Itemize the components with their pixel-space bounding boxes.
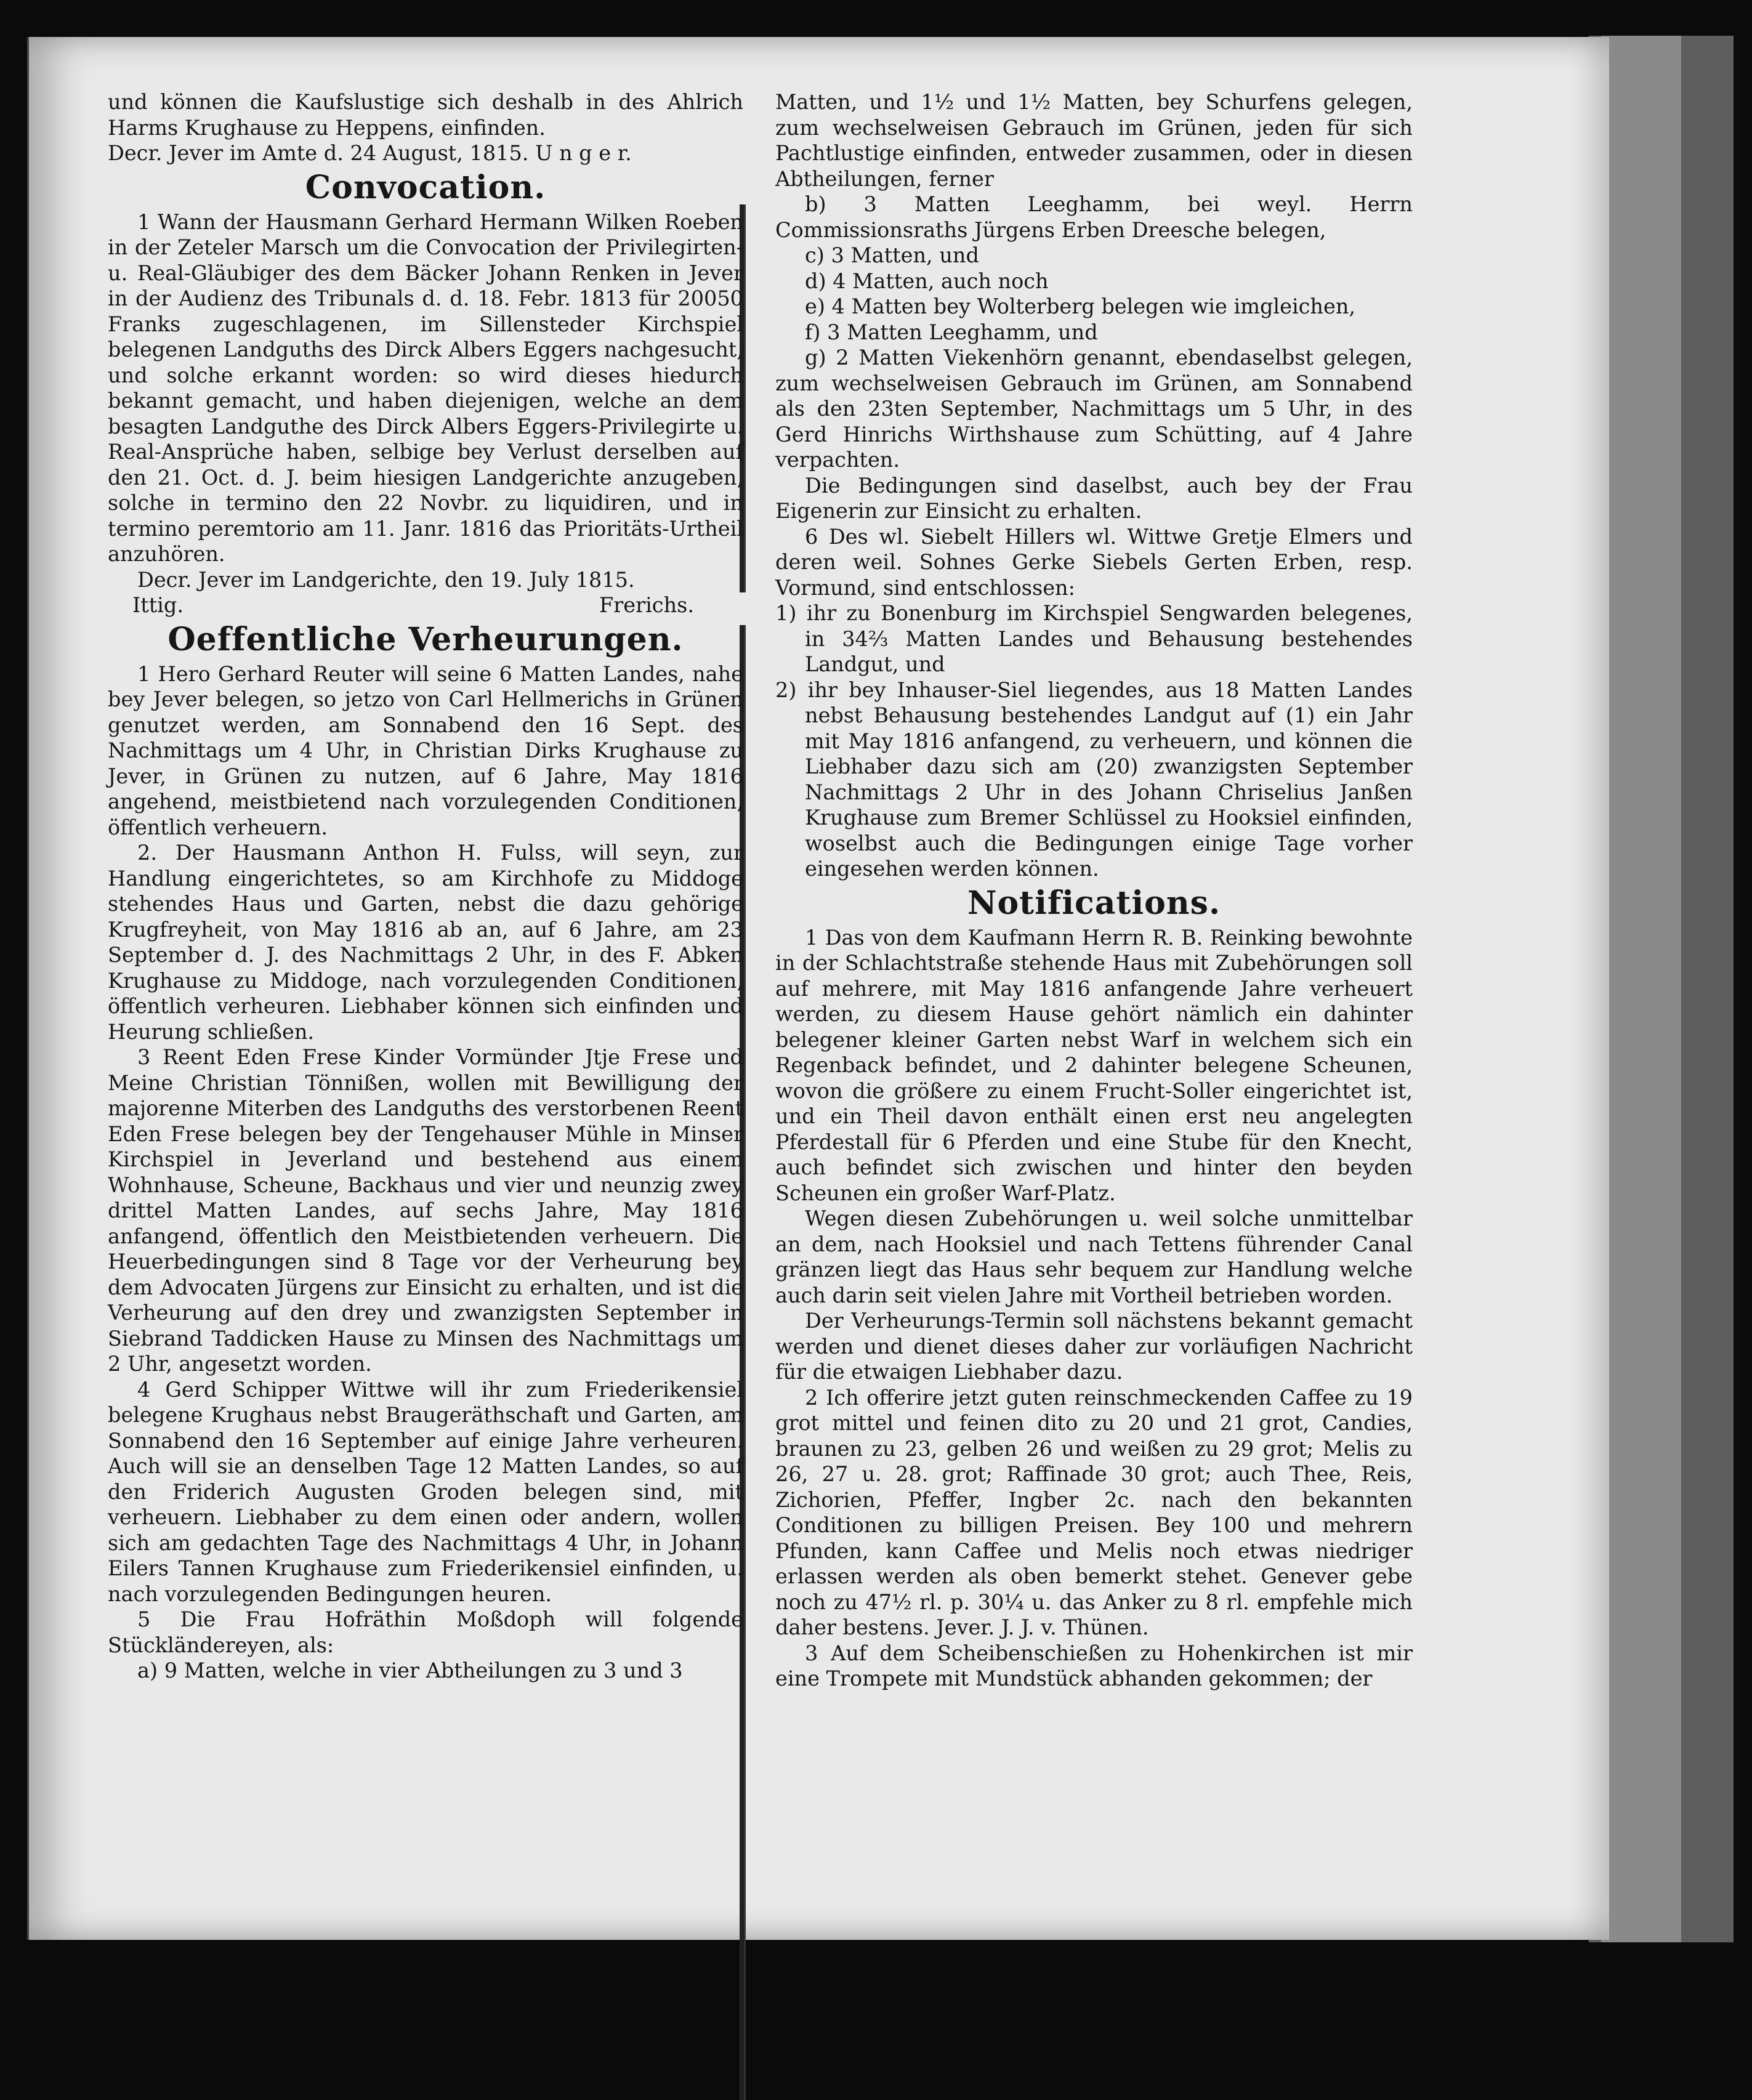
notice-item: 2. Der Hausmann Anthon H. Fulss, will seyn, zur Handlung eingerichtetes, so am Kirchhofe zu Middoge stehendes Haus und Garten, nebst die dazu gehörige Krugfreyheit, von May 1816 ab an, auf 6 Jahre, am 23 September d. J. des Nachmittags 2 Uhr, in des F. Abken Krughause zu Middoge, nach vorzulegenden Conditionen, öffentlich verheuren. Liebhaber können sich einfinden und Heurung schließen. xyxy=(108,841,743,1044)
heading-notifications: Notifications. xyxy=(967,884,1221,922)
notice-subitem: b) 3 Matten Leeghamm, bei weyl. Herrn Commissionsraths Jürgens Erben Dreesche belegen, xyxy=(775,192,1413,242)
page-stack-edge xyxy=(1601,36,1681,1942)
notice-item: 2 Ich offerire jetzt guten reinschmeckenden Caffee zu 19 grot mittel und feinen dito zu 20 und 21 grot, Candies, braunen zu 23, gelben 26 und weißen zu 29 grot; Melis zu 26, 27 u. 28. grot; Raffinade 30 grot; auch Thee, Reis, Zichorien, Pfeffer, Ingber 2c. nach den bekannten Conditionen zu billigen Preisen. Bey 100 und mehrern Pfunden, kann Caffee und Melis noch etwas niedriger erlassen werden als oben bemerkt stehet. Genever gebe noch zu 47½ rl. p. 30¼ u. das Anker zu 8 rl. empfehle mich daher bestens. Jever. J. J. v. Thünen. xyxy=(775,1385,1413,1639)
signatures xyxy=(108,592,743,618)
notice-item: 4 Gerd Schipper Wittwe will ihr zum Friederikensiel belegene Krughaus nebst Braugeräthschaft und Garten, am Sonnabend den 16 September auf einige Jahre verheuren. Auch will sie an denselben Tage 12 Matten Landes, so auf den Friderich Augusten Groden belegen sind, mit verheuern. Liebhaber zu dem einen oder andern, wollen sich am gedachten Tage des Nachmittags 4 Uhr, in Johann Eilers Tannen Krughause zum Friederikensiel einfinden, u. nach vorzulegenden Bedingungen heuren. xyxy=(108,1377,743,1606)
notice-subitem: c) 3 Matten, und xyxy=(805,243,979,267)
convocation-decree: Decr. Jever im Landgerichte, den 19. July 1815. xyxy=(137,567,635,592)
left-column xyxy=(108,89,743,1684)
notice-subitem: a) 9 Matten, welche in vier Abtheilungen zu 3 und 3 xyxy=(137,1658,683,1682)
notice-item: 1 Das von dem Kaufmann Herrn R. B. Reinking bewohnte in der Schlachtstraße stehende Haus mit Zubehörungen soll auf mehrere, mit May 1816 anfangende Jahre verheuert werden, zu diesem Hause gehört nämlich ein dahinter belegener kleiner Garten nebst Warf in welchem sich ein Regenback befindet, und 2 dahinter belegene Scheunen, wovon die größere zu einem Frucht-Soller eingerichtet ist, und ein Theil davon enthält einen erst neu angelegten Pferdestall für 6 Pferden und eine Stube für den Knecht, auch befindet sich zwischen und hinter den beyden Scheunen ein großer Warf-Platz. xyxy=(775,925,1413,1205)
right-column xyxy=(775,89,1413,1692)
continuation-text: Matten, und 1½ und 1½ Matten, bey Schurfens gelegen, zum wechselweisen Gebrauch im Grünen, jeden für sich Pachtlustige einfinden, entweder zusammen, oder in diesen Abtheilungen, ferner xyxy=(775,90,1413,191)
notice-item: Wegen diesen Zubehörungen u. weil solche unmittelbar an dem, nach Hooksiel und nach Tettens führender Canal gränzen liegt das Haus sehr bequem zur Handlung welche auch darin seit vielen Jahre mit Vortheil betrieben worden. xyxy=(775,1206,1413,1307)
notice-item: 3 Auf dem Scheibenschießen zu Hohenkirchen ist mir eine Trompete mit Mundstück abhanden gekommen; der xyxy=(775,1641,1413,1690)
decree-line: Decr. Jever im Amte d. 24 August, 1815. U n g e r. xyxy=(108,141,632,165)
notice-item: Der Verheurungs-Termin soll nächstens bekannt gemacht werden und dienet dieses daher zur vorläufigen Nachricht für die etwaigen Liebhaber dazu. xyxy=(775,1309,1413,1384)
notice-subitem: d) 4 Matten, auch noch xyxy=(805,269,1049,293)
signature-right: Frerichs. xyxy=(599,593,694,617)
newspaper-page xyxy=(27,37,1609,1940)
heading-verheurungen: Oeffentliche Verheurungen. xyxy=(168,620,684,658)
notice-subitem: 1) ihr zu Bonenburg im Kirchspiel Sengwarden belegenes, in 34⅔ Matten Landes und Behausung bestehendes Landgut, und xyxy=(775,601,1413,676)
continuation-text: und können die Kaufslustige sich deshalb in des Ahlrich Harms Krughause zu Heppens, einfinden. xyxy=(108,90,743,140)
signature-left: Ittig. xyxy=(132,593,184,617)
notice-subitem: g) 2 Matten Viekenhörn genannt, ebendaselbst gelegen, zum wechselweisen Gebrauch im Grünen, am Sonnabend als den 23ten September, Nachmittags um 5 Uhr, in des Gerd Hinrichs Wirthshause zum Schütting, auf 4 Jahre verpachten. xyxy=(775,345,1413,472)
notice-subitem: 2) ihr bey Inhauser-Siel liegendes, aus 18 Matten Landes nebst Behausung bestehendes Landgut auf (1) ein Jahr mit May 1816 anfangend, zu verheuern, und können die Liebhaber dazu sich am (20) zwanzigsten September Nachmittags 2 Uhr in des Johann Chriselius Janßen Krughause zum Bremer Schlüssel zu Hooksiel einfinden, woselbst auch die Bedingungen einige Tage vorher eingesehen werden können. xyxy=(775,677,1413,881)
heading-convocation: Convocation. xyxy=(305,168,546,206)
notice-item: 1 Hero Gerhard Reuter will seine 6 Matten Landes, nahe bey Jever belegen, so jetzo von Carl Hellmerichs in Grünen genutzet werden, am Sonnabend den 16 Sept. des Nachmittags um 4 Uhr, in Christian Dirks Krughause zu Jever, in Grünen zu nutzen, auf 6 Jahre, May 1816 angehend, meistbietend nach vorzulegenden Conditionen, öffentlich verheuern. xyxy=(108,661,743,839)
notice-subitem: f) 3 Matten Leeghamm, und xyxy=(805,320,1098,344)
convocation-notice: 1 Wann der Hausmann Gerhard Hermann Wilken Roeben in der Zeteler Marsch um die Convocation der Privilegirten- u. Real-Gläubiger des dem Bäcker Johann Renken in Jever in der Audienz des Tribunals d. d. 18. Febr. 1813 für 20050 Franks zugeschlagenen, im Sillensteder Kirchspiel belegenen Landguths des Dirck Albers Eggers nachgesucht, und solche erkannt worden: so wird dieses hiedurch bekannt gemacht, und haben diejenigen, welche an dem besagten Landguthe des Dirck Albers Eggers-Privilegirte u. Real-Ansprüche haben, selbige bey Verlust derselben auf den 21. Oct. d. J. beim hiesigen Landgerichte anzugeben, solche in termino den 22 Novbr. zu liquidiren, und in termino peremtorio am 11. Janr. 1816 das Prioritäts-Urtheil anzuhören. xyxy=(108,209,743,566)
notice-item: 3 Reent Eden Frese Kinder Vormünder Jtje Frese und Meine Christian Tönnißen, wollen mit Bewilligung der majorenne Miterben des Landguths des verstorbenen Reent Eden Frese belegen bey der Tengehauser Mühle in Minser Kirchspiel in Jeverland und bestehend aus einem Wohnhause, Scheune, Backhaus und vier und neunzig zwey drittel Matten Landes, auf sechs Jahre, May 1816 anfangend, öffentlich den Meistbietenden verheuern. Die Heuerbedingungen sind 8 Tage vor der Verheurung bey dem Advocaten Jürgens zur Einsicht zu erhalten, und ist die Verheurung auf den drey und zwanzigsten September in Siebrand Taddicken Hause zu Minsen des Nachmittags um 2 Uhr, angesetzt worden. xyxy=(108,1045,743,1376)
notice-item: 6 Des wl. Siebelt Hillers wl. Wittwe Gretje Elmers und deren weil. Sohnes Gerke Siebels Gerten Erben, resp. Vormund, sind entschlossen: xyxy=(775,524,1413,600)
notice-item: Die Bedingungen sind daselbst, auch bey der Frau Eigenerin zur Einsicht zu erhalten. xyxy=(775,473,1413,523)
notice-item: 5 Die Frau Hofräthin Moßdoph will folgende Stückländereyen, als: xyxy=(108,1607,743,1657)
notice-subitem: e) 4 Matten bey Wolterberg belegen wie imgleichen, xyxy=(805,294,1356,318)
